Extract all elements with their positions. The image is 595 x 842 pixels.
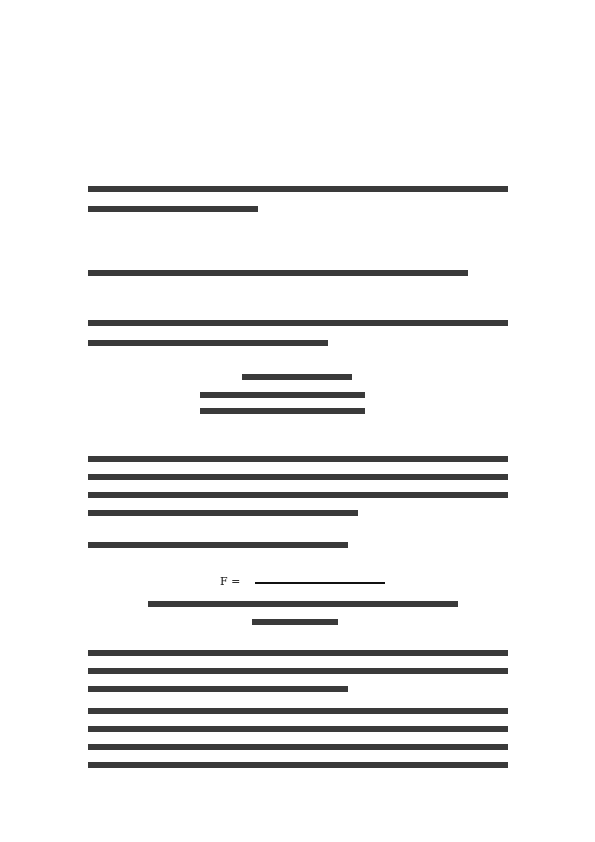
text-line	[88, 340, 328, 346]
equation-line	[252, 619, 338, 625]
equation-line	[242, 374, 352, 380]
text-line	[88, 744, 508, 750]
equation-line	[148, 601, 458, 607]
equation-line	[200, 392, 365, 398]
equation-line	[200, 408, 365, 414]
text-line	[88, 542, 348, 548]
text-line	[88, 668, 508, 674]
text-line	[88, 270, 468, 276]
text-line	[88, 726, 508, 732]
text-line	[88, 762, 508, 768]
text-line	[88, 186, 508, 192]
text-line	[88, 206, 258, 212]
text-line	[88, 708, 508, 714]
text-line	[88, 456, 508, 462]
equation-fraction: F =	[220, 575, 241, 588]
text-line	[88, 492, 508, 498]
text-line	[88, 510, 358, 516]
text-line	[88, 474, 508, 480]
text-line	[88, 320, 508, 326]
text-line	[88, 686, 348, 692]
text-line	[88, 650, 508, 656]
fraction-bar	[255, 582, 385, 584]
